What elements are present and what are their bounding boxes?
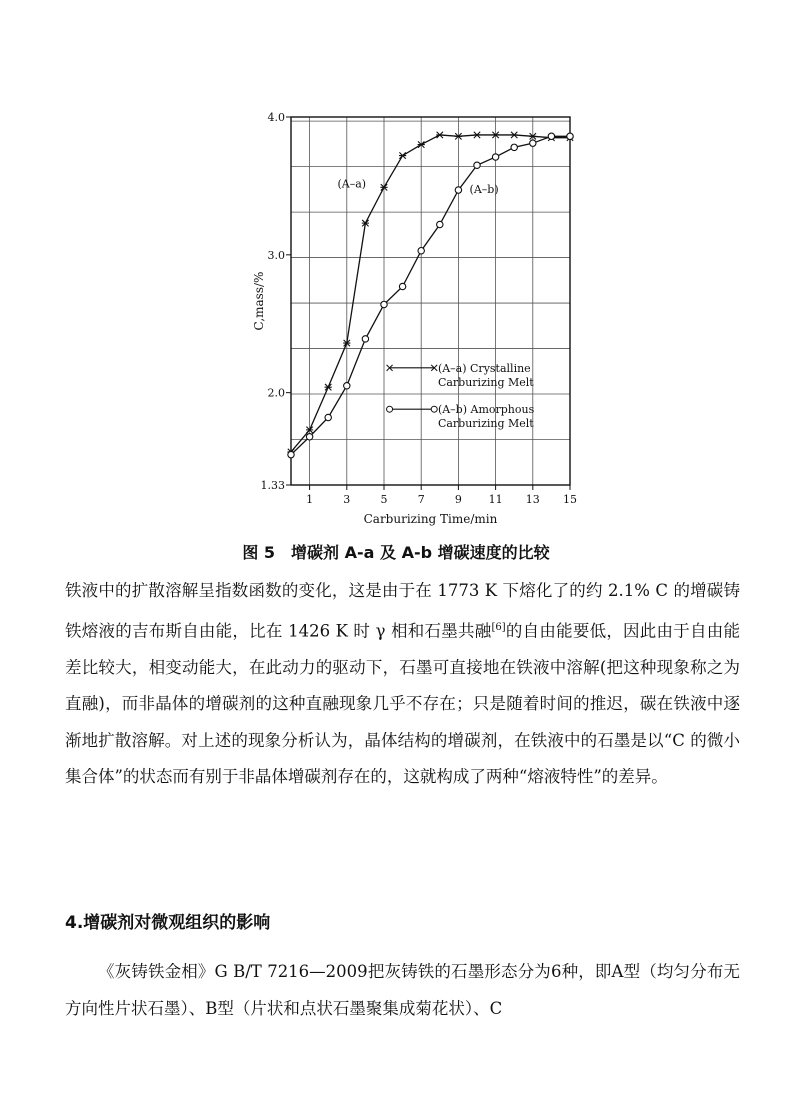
data-point-cross [436, 132, 443, 138]
data-point-circle [455, 187, 461, 193]
data-point-circle [381, 301, 387, 307]
citation-ref: [6] [491, 621, 506, 633]
chart-svg [245, 95, 590, 535]
legend-label-2-line-2: Carburizing Melt [437, 417, 534, 431]
y-tick-label: 1.33 [260, 479, 285, 492]
carburizing-chart [245, 95, 590, 535]
paragraph-1-text-b: 的自由能要低，因此由于自由能差比较大，相变动能大，在此动力的驱动下，石墨可直接地在铁液中溶解(把这种现象称之为直融)，而非晶体的增碳剂的这种直融现象几乎不存在；只是随着时间的推迟，碳在铁液中逐渐地扩散溶解。对上述的现象分析认为，晶体结构的增碳剂，在铁液中的石墨是以“C 的微小集合体”的状态而有别于非晶体增碳剂存在的，这就构成了两种“熔液特性”的差异。 [65, 621, 741, 786]
curve-label-a: (A–a) [337, 177, 367, 191]
data-point-circle [437, 221, 443, 227]
paragraph-1-text-a: 铁液中的扩散溶解呈指数函数的变化，这是由于在 1773 K 下熔化了的约 2.1% C 的增碳铸铁熔液的吉布斯自由能，比在 1426 K 时 γ 相和石墨共融 [65, 581, 740, 640]
figure-caption: 图 5 增碳剂 A-a 及 A-b 增碳速度的比较 [242, 543, 550, 562]
data-point-circle [530, 140, 536, 146]
data-point-circle [567, 133, 573, 139]
x-axis-label: Carburizing Time/min [363, 512, 498, 526]
data-point-circle [362, 336, 368, 342]
data-point-circle [418, 247, 424, 253]
body-paragraph-2: 《灰铸铁金相》G B/T 7216—2009把灰铸铁的石墨形态分为6种，即A型（均匀分布无方向性片状石墨）、B型（片状和点状石墨聚集成菊花状）、C [65, 962, 740, 1018]
y-axis-label: C,mass/% [252, 271, 266, 331]
y-tick-label: 4.0 [267, 111, 285, 124]
legend-label-2-line-1: (A–b) Amorphous [437, 403, 535, 417]
legend-marker-circle [387, 406, 393, 412]
y-tick-label: 2.0 [267, 386, 285, 400]
x-tick-label: 5 [380, 493, 388, 506]
x-tick-label: 7 [417, 493, 425, 506]
x-tick-label: 13 [525, 493, 540, 506]
x-tick-label: 9 [454, 493, 462, 506]
data-point-cross [511, 132, 518, 138]
data-point-cross [325, 384, 332, 390]
data-point-circle [288, 451, 294, 457]
x-tick-label: 11 [488, 493, 503, 506]
data-point-circle [511, 144, 517, 150]
y-tick-label: 3.0 [267, 248, 285, 262]
data-point-circle [325, 414, 331, 420]
data-point-circle [306, 434, 312, 440]
x-tick-label: 1 [306, 493, 314, 506]
data-point-cross [399, 152, 406, 158]
data-point-circle [492, 154, 498, 160]
curve-label-b: (A–b) [469, 182, 499, 196]
body-paragraph-1 [65, 573, 740, 796]
legend-marker-circle [431, 406, 437, 412]
data-point-cross [473, 132, 480, 138]
legend-label-1-line-1: (A–a) Crystalline [437, 361, 531, 375]
data-point-circle [344, 383, 350, 389]
legend-label-1-line-2: Carburizing Melt [437, 375, 534, 389]
data-point-circle [399, 283, 405, 289]
x-tick-label: 15 [563, 493, 577, 506]
x-tick-label: 3 [343, 493, 351, 506]
section-heading: 4.增碳剂对微观组织的影响 [65, 913, 271, 933]
data-point-circle [548, 133, 554, 139]
data-point-circle [474, 162, 480, 168]
